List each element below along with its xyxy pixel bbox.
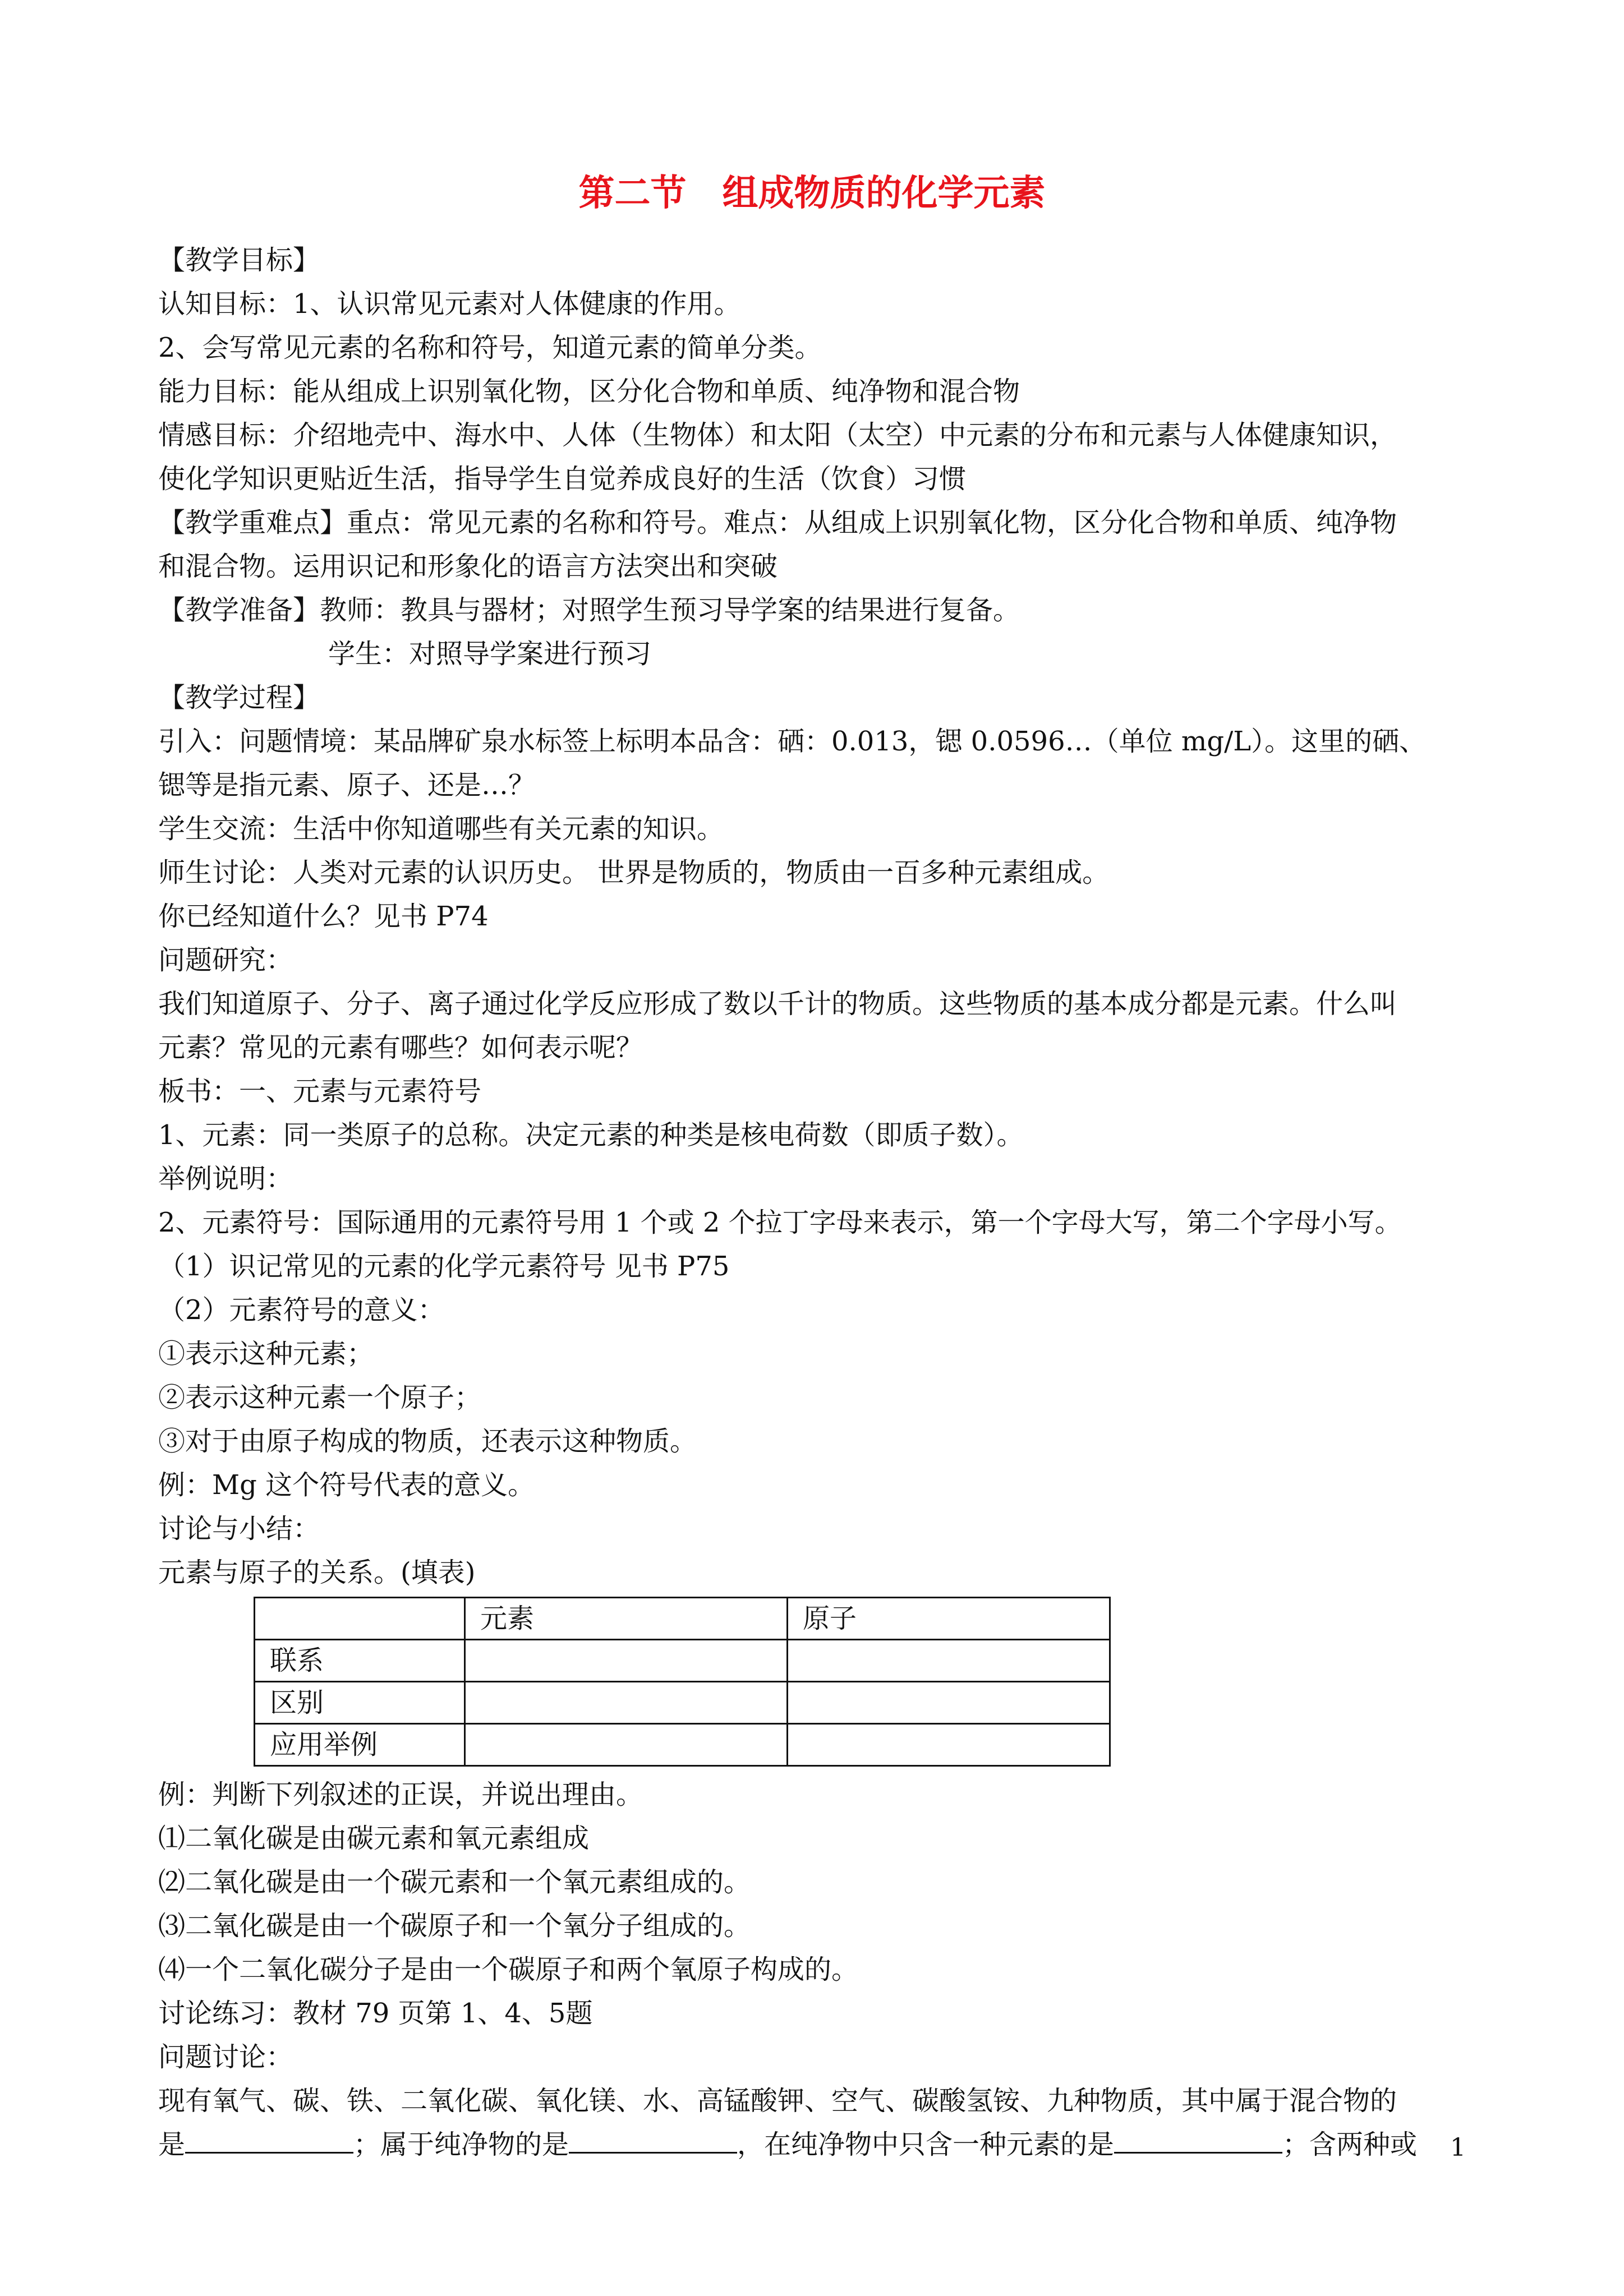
table-row [255,1682,1110,1724]
text-line: 引入：问题情境：某品牌矿泉水标签上标明本品含：硒：0.013，锶 0.0596…（单位 mg/L）。这里的硒、 [158,726,1427,757]
text-line: 能力目标：能从组成上识别氧化物，区分化合物和单质、纯净物和混合物 [158,376,1020,407]
text-line: 和混合物。运用识记和形象化的语言方法突出和突破 [158,551,778,582]
text-line: （1）识记常见的元素的化学元素符号 见书 P75 [158,1251,730,1282]
text-line: 问题研究： [158,944,293,976]
text-line: 情感目标：介绍地壳中、海水中、人体（生物体）和太阳（太空）中元素的分布和元素与人体健康知识， [158,419,1397,451]
table-row-label: 应用举例 [255,1724,465,1766]
text-line: 元素与原子的关系。(填表) [158,1557,476,1588]
text-line: 2、元素符号：国际通用的元素符号用 1 个或 2 个拉丁字母来表示，第一个字母大写，第二个字母小写。 [158,1207,1402,1238]
document-body [158,238,1488,2166]
table-cell [788,1682,1110,1724]
table-row [255,1724,1110,1766]
text-line: 锶等是指元素、原子、还是…？ [158,769,536,801]
element-atom-table [254,1597,1111,1767]
text-line: ⑴二氧化碳是由碳元素和氧元素组成 [158,1823,590,1854]
text-line: 【教学准备】教师：教具与器材；对照学生预习导学案的结果进行复备。 [158,594,1020,626]
text-line: 师生讨论：人类对元素的认识历史。 世界是物质的，物质由一百多种元素组成。 [158,857,1110,888]
table-header-row [255,1598,1110,1640]
text-segment: 是 [158,2129,186,2160]
text-line: 例：Mg 这个符号代表的意义。 [158,1469,535,1501]
fill-in-line [158,2123,1488,2166]
text-line: ⑷一个二氧化碳分子是由一个碳原子和两个氧原子构成的。 [158,1954,859,1985]
text-line: 学生交流：生活中你知道哪些有关元素的知识。 [158,813,724,845]
text-line: 【教学重难点】重点：常见元素的名称和符号。难点：从组成上识别氧化物，区分化合物和单质、纯净物 [158,507,1397,538]
text-line: 【教学目标】 [158,245,320,276]
table-cell [465,1640,788,1682]
text-line: 元素？常见的元素有哪些？如何表示呢？ [158,1032,643,1063]
text-line: 讨论与小结： [158,1513,320,1545]
text-line: ③对于由原子构成的物质，还表示这种物质。 [158,1426,697,1457]
table-header-cell: 原子 [788,1598,1110,1640]
text-line: ②表示这种元素一个原子； [158,1382,482,1413]
text-line: 【教学过程】 [158,682,320,713]
table-row [255,1640,1110,1682]
text-line: ⑵二氧化碳是由一个碳元素和一个氧元素组成的。 [158,1866,751,1898]
text-line: 我们知道原子、分子、离子通过化学反应形成了数以千计的物质。这些物质的基本成分都是元素。什么叫 [158,988,1397,1020]
table-header-cell: 元素 [465,1598,788,1640]
text-line: 使化学知识更贴近生活，指导学生自觉养成良好的生活（饮食）习惯 [158,463,967,495]
text-line: ①表示这种元素； [158,1338,374,1370]
table-cell [465,1682,788,1724]
text-line: 认知目标：1、认识常见元素对人体健康的作用。 [158,288,741,320]
text-line: 2、会写常见元素的名称和符号，知道元素的简单分类。 [158,332,822,363]
text-line: ⑶二氧化碳是由一个碳原子和一个氧分子组成的。 [158,1910,751,1942]
text-line: 板书：一、元素与元素符号 [158,1076,482,1107]
text-line: 1、元素：同一类原子的总称。决定元素的种类是核电荷数（即质子数）。 [158,1119,1024,1151]
text-line: 讨论练习：教材 79 页第 1、4、5题 [158,1998,593,2029]
table-row-label: 区别 [255,1682,465,1724]
page-number: 1 [1450,2133,1466,2162]
answer-blank-pure[interactable] [569,2125,737,2154]
table-row-label: 联系 [255,1640,465,1682]
page-title: 第二节 组成物质的化学元素 [578,172,1046,214]
table-cell [465,1724,788,1766]
table-cell [788,1724,1110,1766]
text-line: （2）元素符号的意义： [158,1294,445,1326]
answer-blank-mixture[interactable] [185,2125,353,2154]
text-line: 问题讨论： [158,2041,293,2073]
text-line: 现有氧气、碳、铁、二氧化碳、氧化镁、水、高锰酸钾、空气、碳酸氢铵、九种物质，其中属于混合物的 [158,2085,1397,2117]
text-line: 你已经知道什么？见书 P74 [158,901,489,932]
text-line: 例：判断下列叙述的正误，并说出理由。 [158,1779,643,1810]
fill-table-container [158,1594,1488,1773]
text-line: 学生：对照导学案进行预习 [328,638,652,670]
text-segment: ；含两种或 [1282,2129,1418,2160]
text-line: 举例说明： [158,1163,293,1195]
answer-blank-single-element[interactable] [1114,2125,1282,2154]
table-cell [255,1598,465,1640]
table-cell [788,1640,1110,1682]
text-segment: ；属于纯净物的是 [353,2129,569,2160]
text-segment: ，在纯净物中只含一种元素的是 [737,2129,1115,2160]
